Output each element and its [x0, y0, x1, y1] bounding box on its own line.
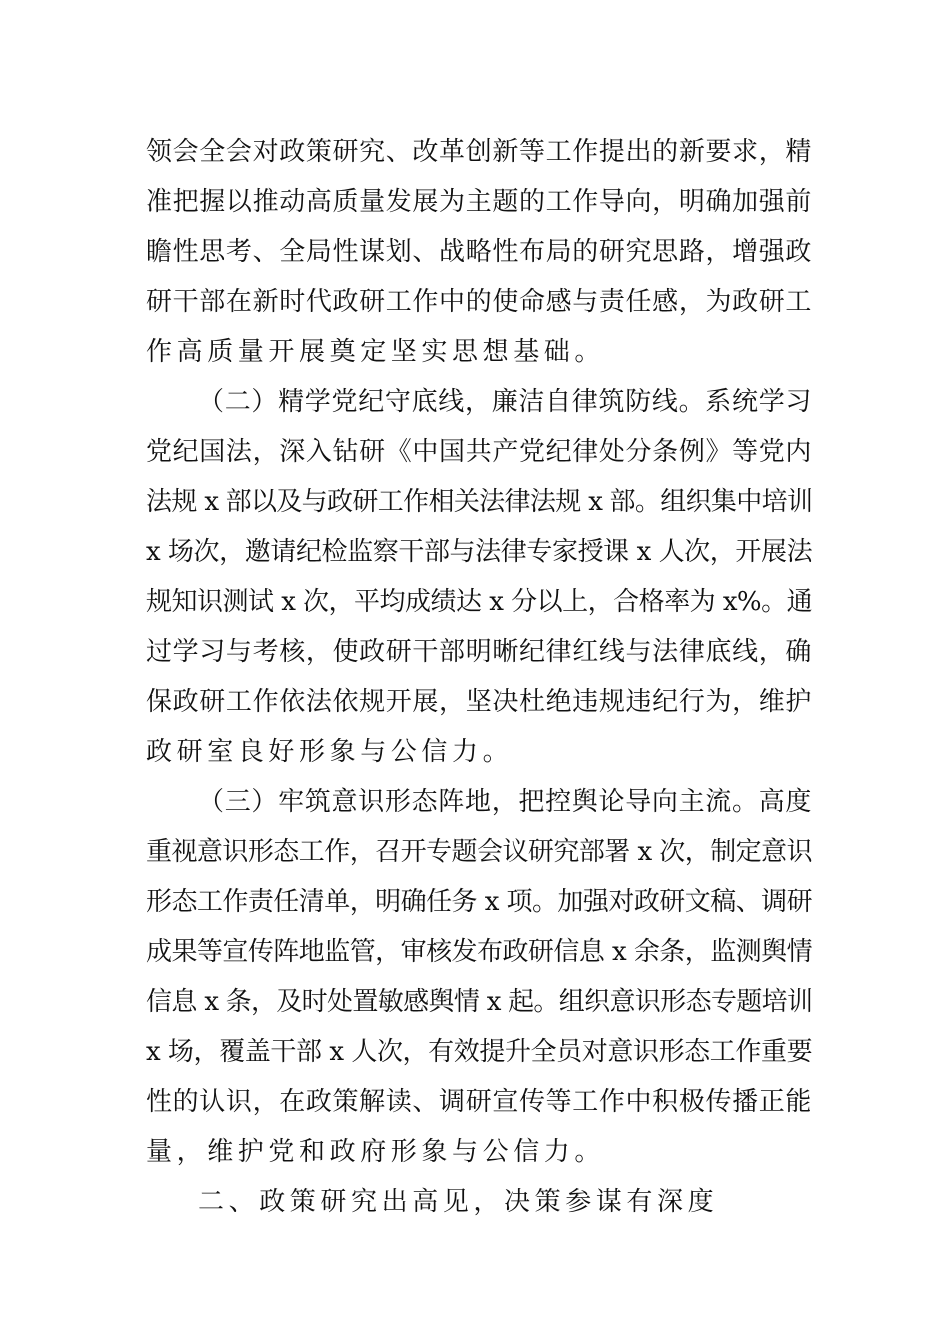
text-line: 量，维护党和政府形象与公信力。	[146, 1137, 606, 1167]
text-line: 法规 x 部以及与政研工作相关法律法规 x 部。组织集中培训	[146, 487, 812, 517]
text-line: 准把握以推动高质量发展为主题的工作导向，明确加强前	[146, 187, 812, 217]
text-line: 性的认识，在政策解读、调研宣传等工作中积极传播正能	[146, 1087, 812, 1117]
text-line: 规知识测试 x 次，平均成绩达 x 分以上，合格率为 x%。通	[146, 587, 812, 617]
text-line: 作高质量开展奠定坚实思想基础。	[146, 337, 606, 367]
text-line: 信息 x 条，及时处置敏感舆情 x 起。组织意识形态专题培训	[146, 987, 812, 1017]
text-line: 成果等宣传阵地监管，审核发布政研信息 x 余条，监测舆情	[146, 937, 812, 967]
text-line: 研干部在新时代政研工作中的使命感与责任感，为政研工	[146, 287, 812, 317]
text-line: x 场，覆盖干部 x 人次，有效提升全员对意识形态工作重要	[146, 1037, 812, 1067]
text-line: 党纪国法，深入钻研《中国共产党纪律处分条例》等党内	[146, 437, 812, 467]
text-line: x 场次，邀请纪检监察干部与法律专家授课 x 人次，开展法	[146, 537, 812, 567]
text-line: 领会全会对政策研究、改革创新等工作提出的新要求，精	[146, 137, 812, 167]
text-line: 政研室良好形象与公信力。	[146, 737, 514, 767]
text-line: 瞻性思考、全局性谋划、战略性布局的研究思路，增强政	[146, 237, 812, 267]
chapter-heading: 二、政策研究出高见，决策参谋有深度	[198, 1187, 719, 1217]
section-heading-line: （三）牢筑意识形态阵地，把控舆论导向主流。高度	[198, 787, 812, 817]
text-line: 形态工作责任清单，明确任务 x 项。加强对政研文稿、调研	[146, 887, 812, 917]
text-line: 过学习与考核，使政研干部明晰纪律红线与法律底线，确	[146, 637, 812, 667]
text-line: 重视意识形态工作，召开专题会议研究部署 x 次，制定意识	[146, 837, 812, 867]
text-line: 保政研工作依法依规开展，坚决杜绝违规违纪行为，维护	[146, 687, 812, 717]
section-heading-line: （二）精学党纪守底线，廉洁自律筑防线。系统学习	[198, 387, 812, 417]
